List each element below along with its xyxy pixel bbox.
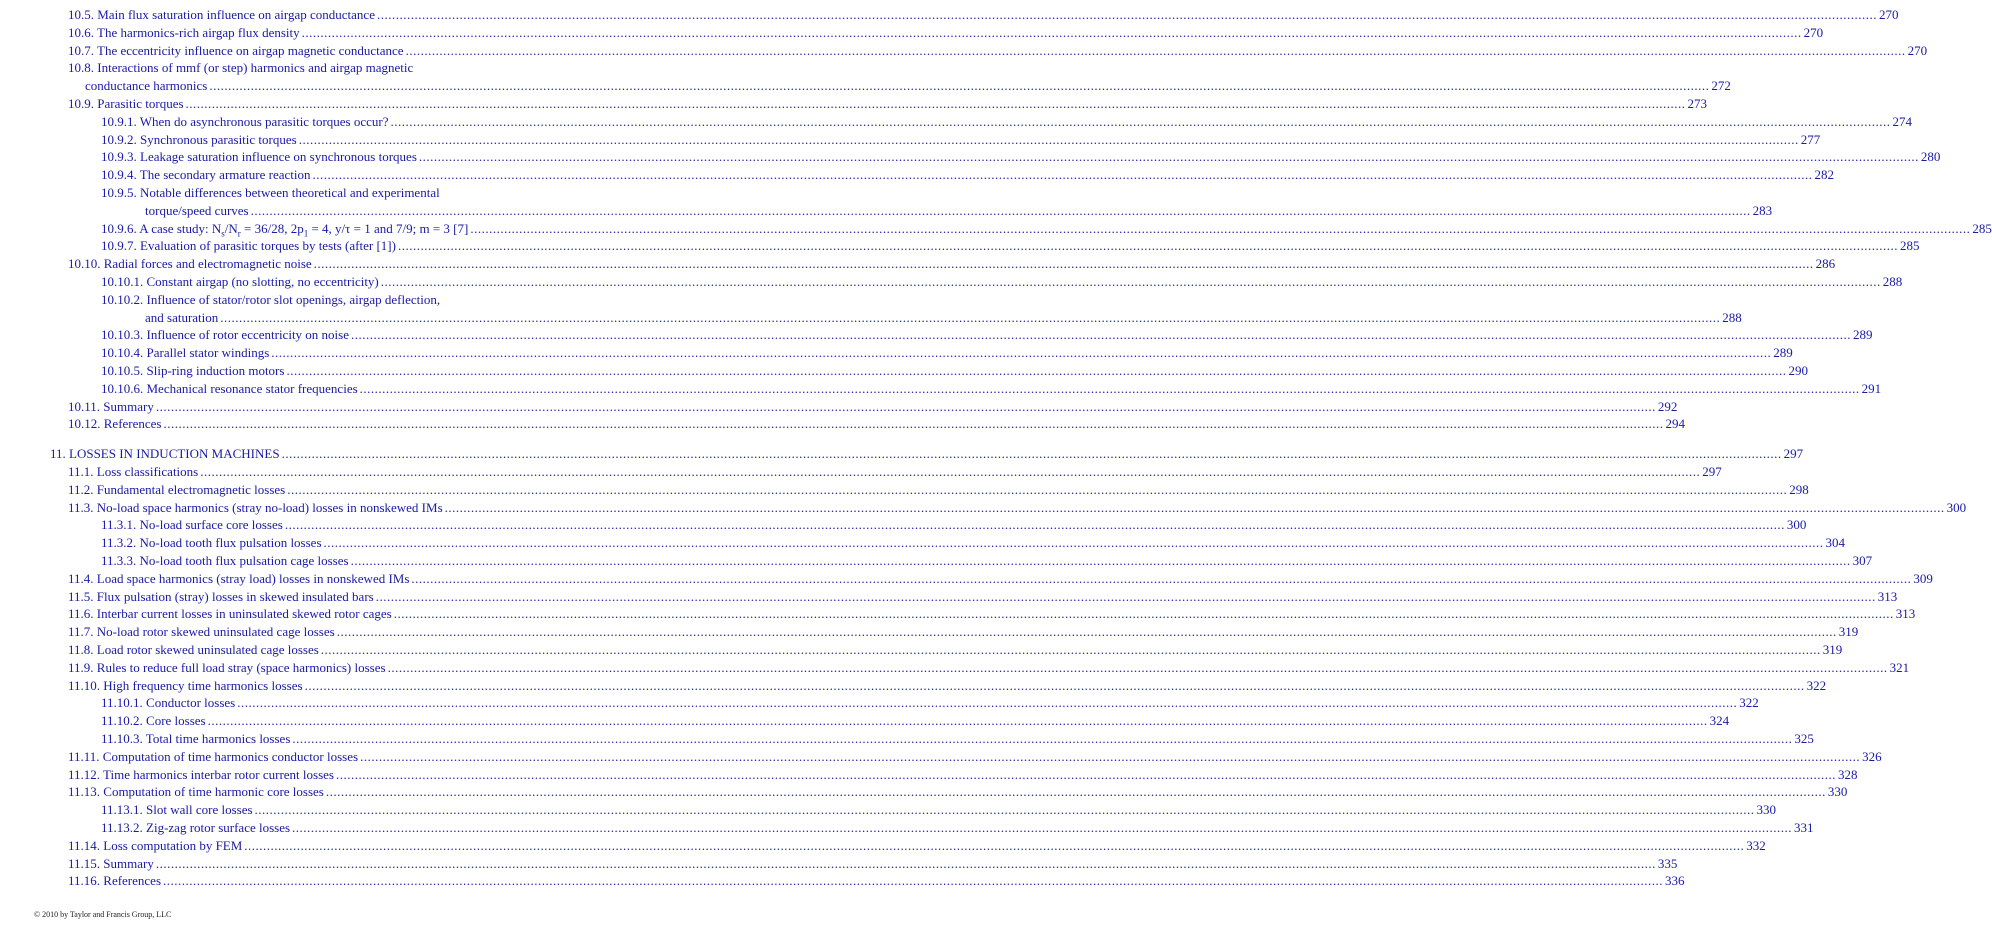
toc-entry[interactable] <box>68 6 1899 23</box>
subscript: s <box>221 228 225 239</box>
toc-entry-title: 11.3.1. No-load surface core losses <box>101 517 283 533</box>
toc-entry-title: 10.11. Summary <box>68 398 154 414</box>
toc-entry-title: 11.1. Loss classifications <box>68 464 199 479</box>
page-number: 321 <box>1889 659 1910 675</box>
subscript: r <box>237 228 241 239</box>
toc-entry[interactable] <box>101 380 1882 397</box>
toc-entry[interactable] <box>68 24 1824 41</box>
dot-leader: ................................................................................................................................................................................................................................................................................................................................................................................................................ <box>397 238 1898 254</box>
toc-entry-title: 10.9. Parasitic torques <box>68 96 184 111</box>
dot-leader: ................................................................................................................................................................................................................................................................................................................................................................................................................ <box>286 363 1787 378</box>
page-number: 273 <box>1687 96 1708 111</box>
dot-leader: ................................................................................................................................................................................................................................................................................................................................................................................................................ <box>335 766 1836 782</box>
page-number: 297 <box>1783 446 1804 462</box>
dot-leader: ................................................................................................................................................................................................................................................................................................................................................................................................................ <box>387 659 1888 675</box>
page-number: 290 <box>1788 363 1808 378</box>
toc-entry[interactable] <box>101 534 1846 551</box>
page-number: 330 <box>1756 802 1777 818</box>
dot-leader: ................................................................................................................................................................................................................................................................................................................................................................................................................ <box>360 748 1861 764</box>
toc-entry-title: 10.7. The eccentricity influence on airgap magnetic conductance <box>68 42 404 58</box>
page-number: 324 <box>1709 713 1730 729</box>
toc-entry[interactable] <box>68 588 1898 605</box>
toc-entry-title: 11.3. No-load space harmonics (stray no-load) losses in nonskewed IMs <box>68 499 443 515</box>
dot-leader: ................................................................................................................................................................................................................................................................................................................................................................................................................ <box>336 624 1837 640</box>
toc-entry[interactable] <box>68 463 1722 480</box>
toc-entry-title: 11.7. No-load rotor skewed uninsulated cage losses <box>68 624 335 640</box>
dot-leader: ................................................................................................................................................................................................................................................................................................................................................................................................................ <box>393 606 1894 622</box>
toc-entry[interactable] <box>101 273 1903 290</box>
page-number: 319 <box>1838 624 1859 640</box>
page-number: 300 <box>1946 499 1967 515</box>
dot-leader: ................................................................................................................................................................................................................................................................................................................................................................................................................ <box>271 345 1772 361</box>
toc-entry-title: 11.9. Rules to reduce full load stray (space harmonics) losses <box>68 659 386 675</box>
page-number: 292 <box>1657 398 1678 414</box>
page-number: 319 <box>1822 642 1843 657</box>
toc-entry-title: 11.6. Interbar current losses in uninsulated skewed rotor cages <box>68 606 392 622</box>
toc-entry-title[interactable]: 10.8. Interactions of mmf (or step) harmonics and airgap magnetic <box>68 60 414 76</box>
toc-entry[interactable] <box>68 398 1678 415</box>
toc-entry-title: 11.12. Time harmonics interbar rotor current losses <box>68 766 334 782</box>
toc-entry[interactable] <box>68 42 1928 59</box>
toc-entry-title: 10.10. Radial forces and electromagnetic noise <box>68 256 312 272</box>
toc-entry[interactable] <box>50 445 1804 462</box>
page-number: 335 <box>1657 855 1678 871</box>
dot-leader: ................................................................................................................................................................................................................................................................................................................................................................................................................ <box>301 24 1802 40</box>
toc-entry-title: and saturation <box>145 309 219 325</box>
toc-entry-title: 11. LOSSES IN INDUCTION MACHINES <box>50 446 280 462</box>
dot-leader: ................................................................................................................................................................................................................................................................................................................................................................................................................ <box>390 113 1891 129</box>
copyright-footer: © 2010 by Taylor and Francis Group, LLC <box>34 910 172 919</box>
dot-leader: ................................................................................................................................................................................................................................................................................................................................................................................................................ <box>304 677 1805 693</box>
toc-entry[interactable] <box>101 694 1759 711</box>
toc-entry-title: 10.9.7. Evaluation of parasitic torques by tests (after [1]) <box>101 238 396 254</box>
page-number: 280 <box>1920 149 1941 165</box>
subscript: 1 <box>303 228 309 239</box>
page-number: 336 <box>1665 873 1685 889</box>
toc-entry[interactable] <box>68 605 1916 622</box>
dot-leader: ................................................................................................................................................................................................................................................................................................................................................................................................................ <box>163 416 1664 432</box>
page-number: 313 <box>1895 606 1916 622</box>
dot-leader: ................................................................................................................................................................................................................................................................................................................................................................................................................ <box>325 784 1826 800</box>
toc-entry-title <box>101 220 468 237</box>
dot-leader: ................................................................................................................................................................................................................................................................................................................................................................................................................ <box>244 837 1745 853</box>
dot-leader: ................................................................................................................................................................................................................................................................................................................................................................................................................ <box>155 855 1656 871</box>
toc-entry[interactable] <box>101 237 1920 254</box>
toc-entry-title: 11.10. High frequency time harmonics losses <box>68 677 303 693</box>
toc-entry[interactable] <box>68 641 1843 658</box>
dot-leader: ................................................................................................................................................................................................................................................................................................................................................................................................................ <box>155 398 1656 414</box>
page-number: 270 <box>1907 42 1928 58</box>
toc-entry-title: 11.13. Computation of time harmonic core losses <box>68 784 324 800</box>
toc-entry-title: 10.9.1. When do asynchronous parasitic torques occur? <box>101 113 389 129</box>
toc-entry[interactable] <box>101 362 1808 379</box>
dot-leader: ................................................................................................................................................................................................................................................................................................................................................................................................................ <box>163 873 1664 889</box>
dot-leader: ................................................................................................................................................................................................................................................................................................................................................................................................................ <box>209 78 1710 94</box>
toc-entry-title: 11.10.1. Conductor losses <box>101 695 236 711</box>
toc-entry[interactable] <box>68 623 1859 640</box>
page-number: 328 <box>1837 766 1858 782</box>
toc-entry-title: 10.10.3. Influence of rotor eccentricity on noise <box>101 327 349 343</box>
toc-entry[interactable] <box>85 77 1731 94</box>
toc-entry-title: 11.3.3. No-load tooth flux pulsation cage losses <box>101 553 349 568</box>
toc-entry[interactable] <box>68 415 1685 432</box>
dot-leader: ................................................................................................................................................................................................................................................................................................................................................................................................................ <box>418 149 1919 165</box>
dot-leader: ................................................................................................................................................................................................................................................................................................................................................................................................................ <box>185 96 1686 111</box>
dot-leader: ................................................................................................................................................................................................................................................................................................................................................................................................................ <box>350 553 1851 568</box>
toc-entry-title: 11.3.2. No-load tooth flux pulsation losses <box>101 535 322 551</box>
page-number: 326 <box>1862 748 1882 764</box>
toc-entry[interactable] <box>101 326 1873 343</box>
page-number: 286 <box>1815 256 1836 272</box>
toc-entry[interactable] <box>68 783 1848 800</box>
dot-leader: ................................................................................................................................................................................................................................................................................................................................................................................................................ <box>237 695 1738 711</box>
toc-entry-title: 11.10.2. Core losses <box>101 713 206 729</box>
title-fragment: = 4, y/τ = 1 and 7/9; m = 3 [7] <box>308 220 469 236</box>
dot-leader: ................................................................................................................................................................................................................................................................................................................................................................................................................ <box>411 570 1912 586</box>
dot-leader: ................................................................................................................................................................................................................................................................................................................................................................................................................ <box>380 274 1881 289</box>
toc-entry-title: 10.10.5. Slip-ring induction motors <box>101 363 285 378</box>
page-number: 285 <box>1972 220 1992 236</box>
dot-leader: ................................................................................................................................................................................................................................................................................................................................................................................................................ <box>405 42 1906 58</box>
toc-entry[interactable] <box>68 499 1967 516</box>
toc-entry[interactable] <box>68 659 1910 676</box>
toc-entry[interactable] <box>68 95 1708 112</box>
page-number: 300 <box>1786 517 1807 533</box>
toc-entry[interactable] <box>68 481 1809 498</box>
page-number: 288 <box>1722 309 1742 325</box>
dot-leader: ................................................................................................................................................................................................................................................................................................................................................................................................................ <box>250 202 1751 218</box>
toc-entry-title: 11.8. Load rotor skewed uninsulated cage losses <box>68 642 319 657</box>
toc-entry[interactable] <box>145 202 1773 219</box>
toc-entry-title: 10.12. References <box>68 416 162 432</box>
toc-entry[interactable] <box>101 730 1814 747</box>
page-number: 332 <box>1746 837 1766 853</box>
dot-leader: ................................................................................................................................................................................................................................................................................................................................................................................................................ <box>470 220 1971 236</box>
toc-entry[interactable] <box>68 677 1827 694</box>
page-number: 274 <box>1892 113 1912 129</box>
page-number: 270 <box>1878 7 1899 22</box>
toc-entry-title: 11.10.3. Total time harmonics losses <box>101 731 291 746</box>
page-number: 309 <box>1913 570 1933 586</box>
toc-entry[interactable] <box>101 113 1912 130</box>
toc-entry[interactable] <box>68 570 1933 587</box>
toc-entry-title: 10.9.2. Synchronous parasitic torques <box>101 131 297 147</box>
page-number: 291 <box>1861 380 1882 396</box>
page-number: 270 <box>1803 24 1824 40</box>
toc-entry-title: 11.14. Loss computation by FEM <box>68 837 243 853</box>
toc-entry[interactable] <box>68 872 1685 889</box>
page-number: 313 <box>1877 588 1898 604</box>
toc-entry[interactable] <box>101 148 1941 165</box>
page-number: 294 <box>1665 416 1685 432</box>
toc-entry-title: conductance harmonics <box>85 78 208 94</box>
toc-entry-title: 10.10.6. Mechanical resonance stator frequencies <box>101 380 358 396</box>
dot-leader: ................................................................................................................................................................................................................................................................................................................................................................................................................ <box>220 309 1721 325</box>
dot-leader: ................................................................................................................................................................................................................................................................................................................................................................................................................ <box>375 588 1876 604</box>
dot-leader: ................................................................................................................................................................................................................................................................................................................................................................................................................ <box>281 446 1782 462</box>
dot-leader: ................................................................................................................................................................................................................................................................................................................................................................................................................ <box>287 481 1788 497</box>
page-number: 289 <box>1853 327 1873 343</box>
dot-leader: ................................................................................................................................................................................................................................................................................................................................................................................................................ <box>292 731 1793 746</box>
page-number: 307 <box>1852 553 1873 568</box>
page-number: 283 <box>1752 202 1773 218</box>
toc-entry[interactable] <box>145 309 1742 326</box>
toc-entry-title: 10.10.4. Parallel stator windings <box>101 345 270 361</box>
dot-leader: ................................................................................................................................................................................................................................................................................................................................................................................................................ <box>351 327 1851 343</box>
page-number: 322 <box>1806 677 1827 693</box>
toc-entry[interactable] <box>101 819 1814 836</box>
page-number: 331 <box>1794 820 1814 835</box>
dot-leader: ................................................................................................................................................................................................................................................................................................................................................................................................................ <box>298 131 1799 147</box>
toc-entry[interactable] <box>101 220 1992 239</box>
toc-entry-title[interactable]: 10.10.2. Influence of stator/rotor slot openings, airgap deflection, <box>101 291 441 307</box>
toc-entry-title[interactable]: 10.9.5. Notable differences between theoretical and experimental <box>101 185 440 200</box>
toc-entry-title: 11.2. Fundamental electromagnetic losses <box>68 481 286 497</box>
toc-entry-title: 10.10.1. Constant airgap (no slotting, no eccentricity) <box>101 274 379 289</box>
dot-leader: ................................................................................................................................................................................................................................................................................................................................................................................................................ <box>313 256 1814 272</box>
page-number: 304 <box>1825 535 1846 551</box>
page-number: 298 <box>1789 481 1809 497</box>
toc-entry[interactable] <box>68 837 1766 854</box>
page-number: 322 <box>1739 695 1759 711</box>
dot-leader: ................................................................................................................................................................................................................................................................................................................................................................................................................ <box>320 642 1821 657</box>
toc-entry[interactable] <box>68 766 1858 783</box>
toc-entry-title: 10.6. The harmonics-rich airgap flux density <box>68 24 300 40</box>
toc-entry-title: 11.11. Computation of time harmonics conductor losses <box>68 748 359 764</box>
toc-entry[interactable] <box>101 801 1777 818</box>
toc-entry[interactable] <box>68 748 1882 765</box>
dot-leader: ................................................................................................................................................................................................................................................................................................................................................................................................................ <box>284 517 1785 533</box>
toc-entry-title: 11.5. Flux pulsation (stray) losses in skewed insulated bars <box>68 588 374 604</box>
page-number: 330 <box>1827 784 1848 800</box>
dot-leader: ................................................................................................................................................................................................................................................................................................................................................................................................................ <box>312 167 1813 183</box>
dot-leader: ................................................................................................................................................................................................................................................................................................................................................................................................................ <box>292 820 1793 835</box>
toc-entry-title: 11.15. Summary <box>68 855 154 871</box>
toc-entry-title: 11.13.1. Slot wall core losses <box>101 802 253 818</box>
dot-leader: ................................................................................................................................................................................................................................................................................................................................................................................................................ <box>444 499 1945 515</box>
toc-entry-title: 11.13.2. Zig-zag rotor surface losses <box>101 820 291 835</box>
toc-entry[interactable] <box>101 344 1793 361</box>
dot-leader: ................................................................................................................................................................................................................................................................................................................................................................................................................ <box>254 802 1755 818</box>
toc-entry[interactable] <box>101 712 1730 729</box>
toc-entry-title: torque/speed curves <box>145 202 249 218</box>
dot-leader: ................................................................................................................................................................................................................................................................................................................................................................................................................ <box>376 7 1877 22</box>
toc-entry[interactable] <box>101 552 1873 569</box>
dot-leader: ................................................................................................................................................................................................................................................................................................................................................................................................................ <box>359 380 1860 396</box>
dot-leader: ................................................................................................................................................................................................................................................................................................................................................................................................................ <box>207 713 1708 729</box>
page-number: 282 <box>1814 167 1834 183</box>
toc-entry-title: 11.16. References <box>68 873 162 889</box>
page-number: 288 <box>1882 274 1903 289</box>
toc-entry[interactable] <box>101 516 1807 533</box>
toc-entry[interactable] <box>68 255 1836 272</box>
page-number: 325 <box>1794 731 1814 746</box>
page-number: 289 <box>1773 345 1793 361</box>
toc-entry-title: 10.9.3. Leakage saturation influence on synchronous torques <box>101 149 417 165</box>
dot-leader: ................................................................................................................................................................................................................................................................................................................................................................................................................ <box>200 464 1701 479</box>
toc-entry[interactable] <box>68 855 1678 872</box>
toc-entry-title: 11.4. Load space harmonics (stray load) losses in nonskewed IMs <box>68 570 410 586</box>
page-number: 277 <box>1800 131 1821 147</box>
toc-entry[interactable] <box>101 131 1821 148</box>
title-fragment: 10.9.6. A case study: N <box>101 220 222 236</box>
page-number: 285 <box>1899 238 1920 254</box>
toc-entry[interactable] <box>101 166 1834 183</box>
toc-entry-title: 10.5. Main flux saturation influence on airgap conductance <box>68 7 375 22</box>
dot-leader: ................................................................................................................................................................................................................................................................................................................................................................................................................ <box>323 535 1824 551</box>
page-number: 272 <box>1711 78 1731 94</box>
page-number: 297 <box>1702 464 1722 479</box>
toc-entry-title: 10.9.4. The secondary armature reaction <box>101 167 311 183</box>
title-fragment: = 36/28, 2p <box>240 220 304 236</box>
title-fragment: /N <box>224 220 238 236</box>
